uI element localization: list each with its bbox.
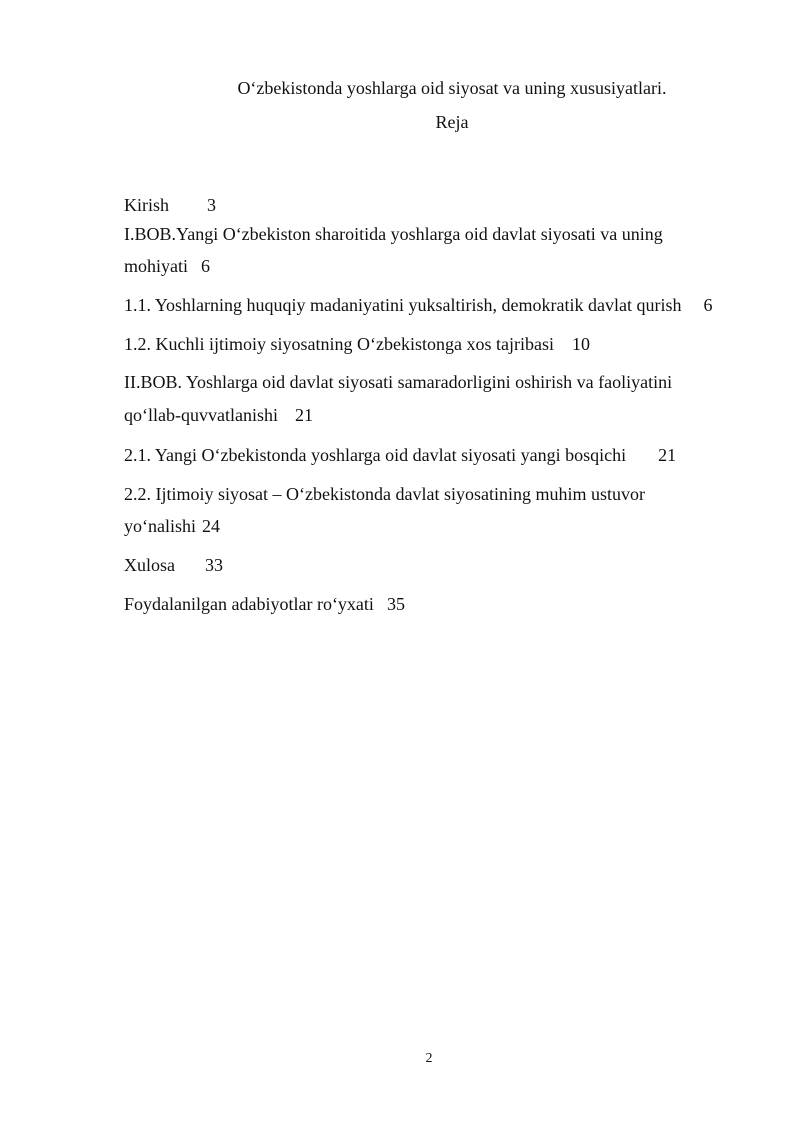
toc-entry-page: 33 bbox=[205, 555, 223, 575]
toc-entry-page: 35 bbox=[386, 594, 405, 614]
toc-entry-title: 1.1. Yoshlarning huquqiy madaniyatini yuksaltirish, demokratik davlat qurish bbox=[124, 295, 682, 315]
document-title: O‘zbekistonda yoshlarga oid siyosat va uning xususiyatlari. bbox=[237, 78, 667, 98]
toc-entry-page: 6 bbox=[703, 295, 713, 315]
toc-entry-xulosa bbox=[124, 549, 223, 581]
toc-entry-page: 6 bbox=[201, 256, 210, 276]
toc-entry-page: 10 bbox=[571, 334, 590, 354]
toc-entry-2-1 bbox=[124, 439, 676, 471]
toc-entry-title: 1.2. Kuchli ijtimoiy siyosatning O‘zbekistonga xos tajribasi bbox=[124, 334, 554, 354]
toc-entry-bob2 bbox=[124, 366, 672, 398]
toc-entry-title: Foydalanilgan adabiyotlar ro‘yxati bbox=[124, 594, 374, 614]
toc-entry-adabiyotlar bbox=[124, 588, 405, 620]
document-subtitle: Reja bbox=[435, 112, 469, 132]
toc-entry-2-2 bbox=[124, 478, 645, 510]
toc-entry-kirish bbox=[124, 189, 216, 221]
toc-entry-title-continued: qo‘llab-quvvatlanishi bbox=[124, 405, 278, 425]
toc-entry-1-2 bbox=[124, 328, 590, 360]
toc-entry-title-continued: mohiyati bbox=[124, 256, 188, 276]
toc-entry-page: 21 bbox=[294, 405, 313, 425]
toc-entry-title: 2.2. Ijtimoiy siyosat – O‘zbekistonda davlat siyosatining muhim ustuvor bbox=[124, 484, 645, 504]
toc-entry-page: 21 bbox=[658, 445, 677, 465]
toc-entry-1-1 bbox=[124, 289, 712, 321]
toc-entry-page: 24 bbox=[202, 516, 220, 536]
toc-entry-bob1-continued bbox=[124, 250, 210, 282]
toc-entry-bob1 bbox=[124, 218, 663, 250]
toc-entry-page: 3 bbox=[207, 195, 216, 215]
toc-entry-2-2-continued bbox=[124, 510, 220, 542]
toc-entry-bob2-continued bbox=[124, 399, 313, 431]
toc-entry-title: 2.1. Yangi O‘zbekistonda yoshlarga oid davlat siyosati yangi bosqichi bbox=[124, 445, 627, 465]
page-number: 2 bbox=[425, 1051, 433, 1066]
toc-entry-title: II.BOB. Yoshlarga oid davlat siyosati samaradorligini oshirish va faoliyatini bbox=[124, 372, 673, 392]
toc-entry-title-continued: yo‘nalishi bbox=[124, 516, 196, 536]
toc-entry-title: I.BOB.Yangi O‘zbekiston sharoitida yoshlarga oid davlat siyosati va uning bbox=[124, 224, 663, 244]
toc-entry-title: Xulosa bbox=[124, 555, 175, 575]
toc-entry-title: Kirish bbox=[124, 195, 169, 215]
